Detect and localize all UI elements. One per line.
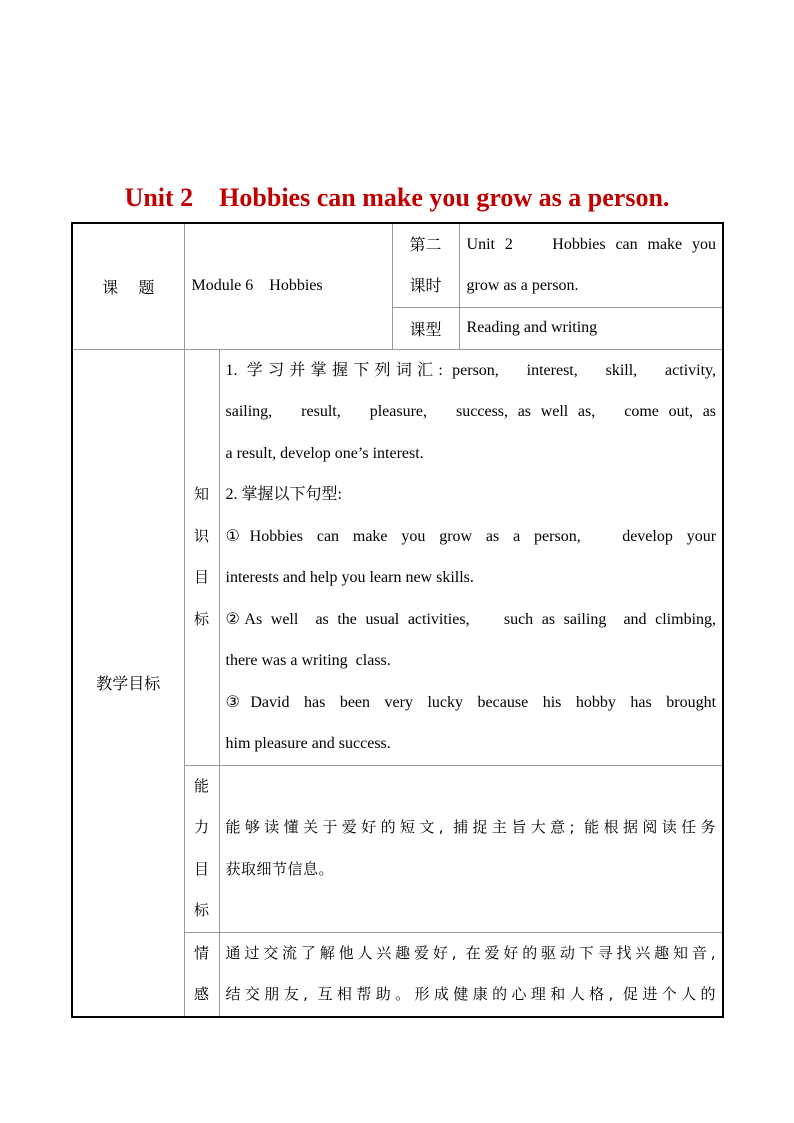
knowledge-line: ②As well as the usual activities, such as sailing and climbing,	[225, 610, 717, 628]
knowledge-line: there was a writing class.	[225, 652, 391, 669]
objectives-label-cell	[72, 349, 184, 1017]
knowledge-label	[185, 474, 219, 640]
type-value-cell	[459, 307, 723, 349]
module-cell	[184, 223, 392, 349]
emotion-label-char: 感	[193, 985, 209, 1003]
knowledge-line: ①Hobbies can make you grow as a person, develop your	[225, 527, 717, 545]
knowledge-line: 1. 学习并掌握下列词汇: person, interest, skill, activity,	[225, 361, 717, 379]
module-name: Module 6 Hobbies	[191, 277, 323, 295]
knowledge-line: sailing, result, pleasure, success, as well as, come out, as	[225, 403, 717, 420]
knowledge-label-cell	[184, 349, 219, 765]
type-label: 课型	[409, 319, 442, 339]
ability-content-cell	[219, 765, 723, 932]
ability-line: 能够读懂关于爱好的短文, 捕捉主旨大意; 能根据阅读任务	[225, 818, 717, 836]
ability-label-char: 能	[193, 776, 209, 795]
ability-label-cell	[184, 765, 219, 932]
ability-label-char: 目	[193, 859, 209, 878]
topic-label: 课 题	[102, 277, 155, 297]
knowledge-content-cell	[219, 349, 723, 765]
emotion-line: 通过交流了解他人兴趣爱好, 在爱好的驱动下寻找兴趣知音,	[225, 943, 717, 962]
emotion-label-cell	[184, 932, 219, 1017]
header-row-1	[72, 223, 723, 307]
period-value-line-1: Unit 2 Hobbies can make you	[466, 236, 717, 254]
period-label-line-2: 课时	[409, 276, 442, 296]
knowledge-label-char: 目	[193, 568, 209, 586]
emotion-content-cell	[219, 932, 723, 1017]
period-label-line-1: 第二	[409, 235, 442, 255]
knowledge-label-char: 标	[193, 609, 209, 628]
period-value-line-2: grow as a person.	[466, 277, 579, 295]
knowledge-line: 2. 掌握以下句型:	[225, 486, 342, 503]
period-value-cell	[459, 223, 723, 307]
ability-label-char: 力	[193, 818, 209, 836]
knowledge-label-char: 知	[193, 485, 209, 503]
lesson-plan-table	[71, 222, 724, 1018]
topic-label-cell	[72, 223, 184, 349]
type-value: Reading and writing	[466, 319, 598, 336]
knowledge-row	[72, 349, 723, 765]
type-label-cell	[392, 307, 459, 349]
ability-line: 获取细节信息。	[225, 859, 335, 878]
objectives-label: 教学目标	[96, 674, 161, 693]
emotion-label	[185, 933, 219, 1016]
ability-label-char: 标	[193, 901, 209, 919]
emotion-line: 结交朋友, 互相帮助。形成健康的心理和人格, 促进个人的	[225, 985, 717, 1003]
ability-label	[185, 766, 219, 932]
emotion-label-char: 情	[193, 943, 209, 962]
document-title: Unit 2 Hobbies can make you grow as a person.	[124, 183, 670, 212]
knowledge-line: him pleasure and success.	[225, 735, 391, 752]
knowledge-line: ③David has been very lucky because his hobby has brought	[225, 693, 717, 711]
period-label-cell	[392, 223, 459, 307]
knowledge-line: a result, develop one’s interest.	[225, 444, 424, 462]
knowledge-label-char: 识	[193, 526, 209, 545]
knowledge-line: interests and help you learn new skills.	[225, 569, 474, 586]
